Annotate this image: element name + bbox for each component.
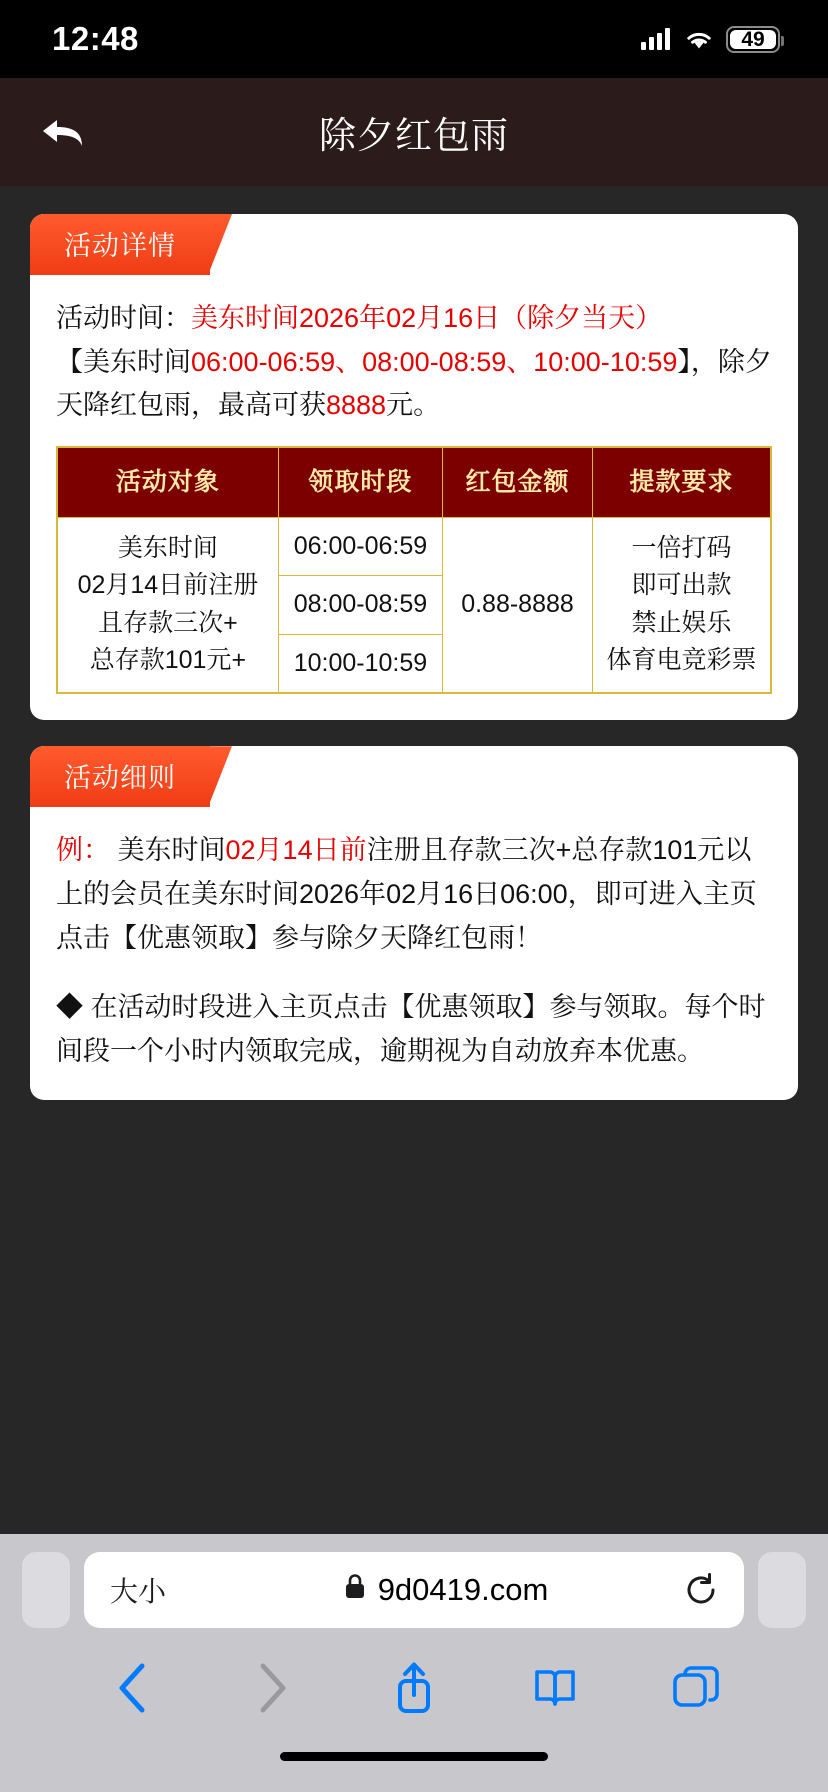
promo-table — [56, 446, 772, 694]
home-indicator[interactable] — [280, 1752, 548, 1761]
rules-bullet-paragraph: ◆ 在活动时段进入主页点击【优惠领取】参与领取。每个时间段一个小时内领取完成，逾期视为自动放弃本优惠。 — [56, 992, 766, 1067]
cellular-signal-icon — [641, 28, 670, 50]
rules-example-prefix: 美东时间 — [110, 835, 226, 866]
back-arrow-icon[interactable] — [30, 100, 94, 164]
status-indicators — [641, 26, 780, 53]
cell-slot-2: 08:00-08:59 — [278, 576, 442, 635]
battery-percent: 49 — [741, 27, 765, 51]
rules-example-rest: 注册且存款三次+总存款101元以上的会员在美东时间2026年02月16日06:00，即可进入主页点击【优惠领取】参与除夕天降红包雨！ — [56, 835, 757, 953]
reload-icon[interactable] — [672, 1572, 718, 1608]
activity-slots-line — [56, 341, 772, 428]
rules-example-paragraph — [56, 829, 772, 960]
nav-back-icon[interactable] — [90, 1646, 174, 1730]
cell-amount: 0.88-8888 — [443, 517, 593, 693]
object-line-3: 且存款三次+ — [98, 608, 238, 637]
th-withdraw: 提款要求 — [592, 447, 771, 517]
tabs-icon[interactable] — [654, 1646, 738, 1730]
slots-times: 06:00-06:59、08:00-08:59、10:00-10:59 — [191, 346, 678, 377]
rules-example-date: 02月14日前 — [225, 835, 367, 866]
address-bar[interactable] — [84, 1552, 744, 1628]
activity-time-value: 美东时间2026年02月16日（除夕当天） — [191, 303, 663, 333]
slots-suffix: 元。 — [386, 390, 441, 421]
cell-slot-1: 06:00-06:59 — [278, 517, 442, 576]
status-bar — [0, 0, 828, 78]
detail-card-ribbon: 活动详情 — [30, 214, 210, 275]
slots-max-amount: 8888 — [326, 390, 387, 421]
activity-time-line — [56, 297, 772, 341]
slots-middle: 】，除夕天降红包雨，最高可获 — [56, 346, 772, 421]
previous-tab-edge[interactable] — [22, 1552, 70, 1628]
withdraw-line-1: 一倍打码 — [631, 533, 732, 562]
home-indicator-area — [0, 1748, 828, 1792]
rules-example-label: 例： — [56, 835, 110, 866]
detail-card-body — [30, 275, 798, 720]
page-title: 除夕红包雨 — [319, 115, 509, 156]
activity-detail-card — [30, 214, 798, 720]
url-display[interactable] — [220, 1572, 672, 1608]
object-line-2: 02月14日前注册 — [77, 571, 259, 600]
table-row — [57, 517, 771, 576]
rules-card-ribbon: 活动细则 — [30, 746, 210, 807]
browser-toolbar — [22, 1628, 806, 1748]
cell-object — [57, 517, 278, 693]
cell-slot-3: 10:00-10:59 — [278, 634, 442, 693]
th-slot: 领取时段 — [278, 447, 442, 517]
status-time: 12:48 — [52, 20, 139, 57]
slots-prefix: 【美东时间 — [56, 346, 191, 377]
share-icon[interactable] — [372, 1646, 456, 1730]
table-header-row — [57, 447, 771, 517]
browser-bottom-bar — [0, 1534, 828, 1748]
cell-withdraw — [592, 517, 771, 693]
withdraw-line-3: 禁止娱乐 — [631, 608, 732, 637]
th-object: 活动对象 — [57, 447, 278, 517]
page-header — [0, 78, 828, 186]
object-line-1: 美东时间 — [117, 533, 218, 562]
battery-icon — [726, 26, 780, 53]
object-line-4: 总存款101元+ — [89, 646, 247, 675]
url-text: 9d0419.com — [377, 1572, 549, 1607]
th-amount: 红包金额 — [443, 447, 593, 517]
nav-forward-icon — [231, 1646, 315, 1730]
rules-card-body — [30, 807, 798, 1100]
next-tab-edge[interactable] — [758, 1552, 806, 1628]
activity-time-label: 活动时间： — [56, 303, 191, 333]
bookmarks-icon[interactable] — [513, 1646, 597, 1730]
withdraw-line-2: 即可出款 — [631, 571, 732, 600]
lock-icon — [344, 1572, 366, 1608]
url-row — [22, 1552, 806, 1628]
activity-rules-card — [30, 746, 798, 1100]
page-content — [0, 186, 828, 1534]
text-size-button[interactable]: 大小 — [110, 1576, 167, 1607]
wifi-icon — [684, 29, 712, 49]
withdraw-line-4: 体育电竞彩票 — [606, 646, 757, 675]
